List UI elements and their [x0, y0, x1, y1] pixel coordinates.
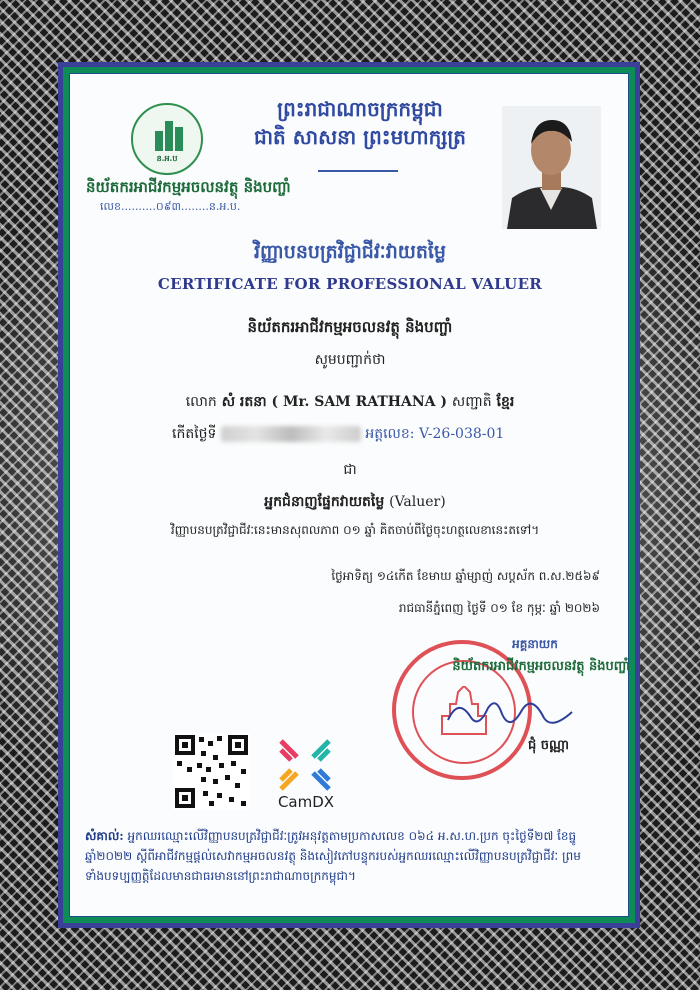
- signer-org: និយ័តករអាជីវកម្មអចលនវត្ថុ និងបញ្ចាំ: [452, 659, 630, 674]
- redacted-dob: [221, 426, 361, 442]
- footer-note: សំគាល់: អ្នកឈរឈ្មោះលើវិញ្ញាបនបត្រវិជ្ជាជីវៈត្រូវអនុវត្តតាមប្រកាសលេខ ០៦៤ អ.ស.ហ.ប្រក ចុះថ្ងៃទី២៧ ខែធ្នូ ឆ្នាំ២០២២ ស្ដីពីអាជីវកម្មផ្ដល់សេវាកម្មអចលនវត្ថុ និងសៀវភៅបន្ទុករបស់អ្នកឈរឈ្មោះលើវិញ្ញាបនបត្រវិជ្ជាជីវៈ ព្រមទាំងបទប្បញ្ញត្តិដែលមានជាធរមាននៅព្រះរាជាណាចក្រកម្ពុជា។: [85, 829, 581, 883]
- signer-name: ជុំ ចណ្ណា: [528, 738, 570, 753]
- qr-code[interactable]: [173, 733, 250, 810]
- holder-name-line: លោក សំ រតនា ( Mr. SAM RATHANA ) សញ្ជាតិ ខ្មែរ: [185, 394, 515, 410]
- issuer-org-name: និយ័តករអាជីវកម្មអចលនវត្ថុ និងបញ្ចាំ: [86, 178, 291, 196]
- kingdom-heading: ព្រះរាជាណាចក្រកម្ពុជា: [277, 97, 443, 121]
- solar-date: រាជធានីភ្នំពេញ ថ្ងៃទី ០១ ខែ កុម្ភៈ ឆ្នាំ ២០២៦: [398, 601, 600, 615]
- dob-id-line: កើតថ្ងៃទី អត្តលេខ: V-26-038-01: [172, 426, 505, 442]
- certify-text: សូមបញ្ជាក់ថា: [314, 352, 386, 368]
- certificate-title-en: CERTIFICATE FOR PROFESSIONAL VALUER: [157, 275, 543, 293]
- holder-photo: [502, 106, 601, 229]
- validity-text: វិញ្ញាបនបត្រវិជ្ជាជីវៈនេះមានសុពលភាព ០១ ឆ្នាំ គិតចាប់ពីថ្ងៃចុះហត្ថលេខានេះតទៅ។: [170, 523, 540, 537]
- certificate-title-km: វិញ្ញាបនបត្រវិជ្ជាជីវៈវាយតម្លៃ: [254, 241, 446, 263]
- reference-number: លេខ..........០៩៣........ន.អ.ប.: [100, 200, 241, 213]
- signer-title: អគ្គនាយក: [512, 637, 558, 651]
- header-divider: [318, 170, 398, 172]
- logo-text: ន.អ.ប: [156, 153, 178, 163]
- issuer-line: និយ័តករអាជីវកម្មអចលនវត្ថុ និងបញ្ចាំ: [247, 318, 453, 336]
- role-line: អ្នកជំនាញផ្នែកវាយតម្លៃ (Valuer): [264, 494, 446, 510]
- signature: [440, 690, 580, 740]
- motto-heading: ជាតិ សាសនា ព្រះមហាក្សត្រ: [254, 125, 466, 149]
- camdx-logo: [275, 735, 335, 795]
- camdx-label: CamDX: [277, 793, 335, 811]
- lunar-date: ថ្ងៃអាទិត្យ ១៤កើត ខែមាឃ ឆ្នាំម្សាញ់ សប្តស័ក ព.ស.២៥៦៩: [331, 569, 600, 583]
- as-text: ជា: [343, 462, 357, 478]
- regulator-logo: [131, 103, 203, 175]
